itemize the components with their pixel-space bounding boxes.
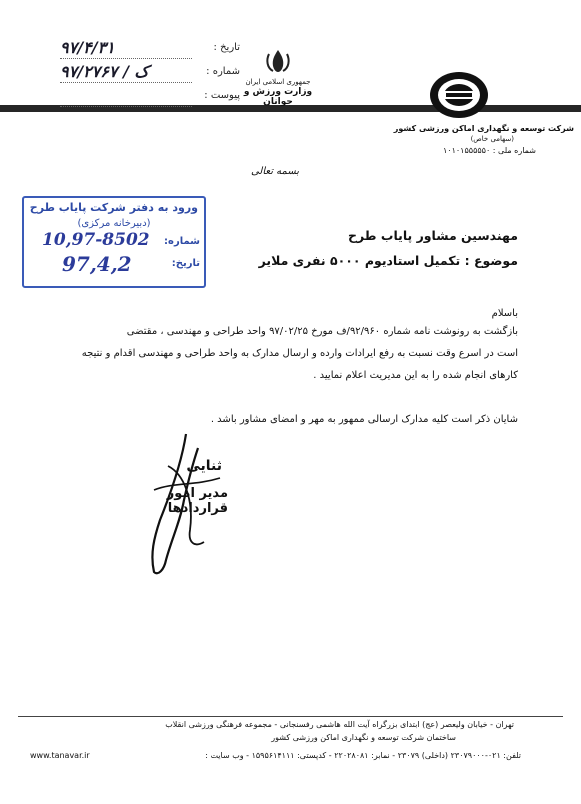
footer-website[interactable]: www.tanavar.ir: [30, 751, 90, 760]
number-label: شماره :: [206, 66, 240, 77]
date-label: تاریخ :: [213, 42, 240, 53]
number-value: ۹۷/۲۷۶۷ / ک: [60, 62, 149, 81]
stamp-number-label: شماره:: [164, 236, 200, 247]
date-row: [60, 38, 240, 62]
iran-emblem-icon: [264, 48, 292, 74]
footer-address: تهران - خیابان ولیعصر (عج) ابتدای بزرگراه آیت الله هاشمی رفسنجانی - مجموعه فرهنگی ورزشی انقلاب: [165, 720, 514, 729]
registration-number: شماره ملی : ۱۰۱۰۱۵۵۵۵۵۰: [442, 146, 536, 155]
number-row: [60, 62, 240, 86]
stamp-date-value: 97,4,2: [62, 252, 132, 276]
company-logo-icon: [428, 70, 490, 120]
signer-title: مدیر امور قراردادها: [166, 486, 228, 516]
stamp-date-label: تاریخ:: [171, 258, 200, 269]
body-line: کارهای انجام شده را به این مدیریت اعلام نمایید .: [313, 370, 518, 381]
date-value: ۹۷/۴/۳۱: [60, 38, 115, 57]
stamp-number-value: 10,97-8502: [42, 230, 150, 250]
stamp-title: ورود به دفتر شرکت پایاب طرح: [29, 201, 198, 214]
body-line: بازگشت به رونوشت نامه شماره ۹۲/۹۶۰/ف مورخ ۹۷/۰۲/۲۵ واحد طراحی و مهندسی ، مقتضی: [126, 326, 518, 337]
company-name: شرکت توسعه و نگهداری اماکن ورزشی کشور: [393, 124, 574, 133]
letter-meta: [60, 38, 240, 110]
company-subtitle: (سهامی خاص): [470, 135, 514, 143]
stamp-subtitle: (دبیرخانه مرکزی): [77, 218, 151, 229]
ministry-country: جمهوری اسلامی ایران: [245, 78, 311, 86]
ministry-block: [230, 48, 326, 107]
greeting: باسلام: [491, 308, 518, 319]
bismillah: بسمه تعالی: [250, 166, 300, 177]
footer-phones: تلفن: ۰۲۱-۲۳۰۷۹۰۰۰ (داخلی) ۲۳۰۷۹ - نمابر: ۲۲۰۲۸۰۸۱ - کدپستی: ۱۵۹۵۶۱۴۱۱۱ - وب سایت :: [205, 751, 521, 760]
recipient: مهندسین مشاور پایاب طرح: [347, 228, 518, 243]
attachment-row: [60, 86, 240, 110]
footer-address-building: ساختمان شرکت توسعه و نگهداری اماکن ورزشی کشور: [271, 733, 456, 742]
footer-rule: [18, 716, 563, 717]
body-line: است در اسرع وقت نسبت به رفع ایرادات وارده و ارسال مدارک به واحد طراحی و مهندسی اقدام و نتیجه: [81, 348, 518, 359]
ministry-name: وزارت ورزش و جوانان: [243, 87, 313, 107]
attachment-label: پیوست :: [204, 90, 240, 101]
receipt-stamp: [22, 196, 206, 288]
subject-line: موضوع : تکمیل استادیوم ۵۰۰۰ نفری ملایر: [258, 253, 518, 268]
signer-name: ثنایی: [186, 458, 222, 474]
body-line: شایان ذکر است کلیه مدارک ارسالی ممهور به مهر و امضای مشاور باشد .: [210, 414, 518, 425]
